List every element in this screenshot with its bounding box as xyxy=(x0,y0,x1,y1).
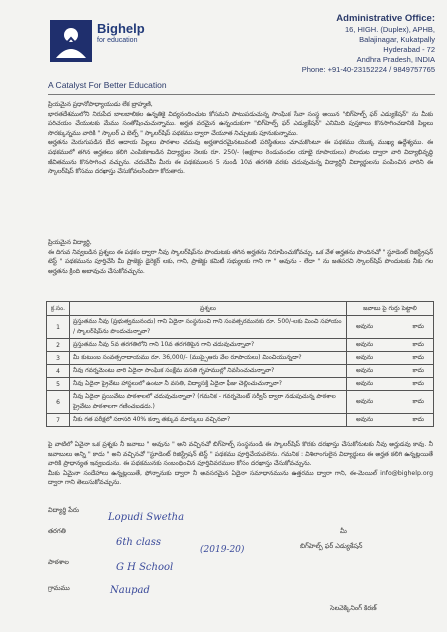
letter-paragraph-1: భారతదేశములోని నిరుపేద బాలబాలికల ఉన్నతికై విద్యనందించుట కోసమని పాటుపడుచున్న సాంఘిక సేవా సంస్థ అయిన "బిగ్‌హెల్ప్ ఫర్ ఎడ్యుకేషన్" ను మీకు పరిచయం చేయుటకు మేము సంతోషించుచున్నాము. అర్హత వరమైన ఉన్నందుకుగా "బిగ్‌హెల్ప్ ఫర్ ఎడ్యుకేషన్" ఎనిమిది పుస్తకాలు కొనసాగించడానికి పిల్లలు సొరక్కున్నము వారికి " స్కాలర్ ఎ బెల్ప్ " స్కాలర్‌షిప్ పథకము ద్వారా చేయూత నిచ్చుటకు పూనుకున్నాము. xyxy=(48,110,433,137)
row-answer xyxy=(347,365,434,378)
bighelp-logo-icon xyxy=(48,18,94,64)
letter-section-1 xyxy=(48,100,433,177)
header-divider xyxy=(48,94,435,95)
label-village: గ్రామము xyxy=(48,584,70,592)
yes-option[interactable]: అవును xyxy=(356,341,374,348)
handwritten-student-name: Lopudi Swetha xyxy=(108,512,185,523)
brand-subtitle: for education xyxy=(97,37,138,44)
table-row xyxy=(47,414,434,427)
no-option[interactable]: కాదు xyxy=(412,323,424,330)
row-answer xyxy=(347,378,434,391)
row-answer xyxy=(347,414,434,427)
brand-name: Bighelp xyxy=(97,21,145,36)
table-row xyxy=(47,352,434,365)
row-question: మీ కుటుంబ సంవత్సరాదాయము రూ. 36,000/- (ముప్పైఆరు వేల రూపాయలు) మించియున్నదా? xyxy=(70,352,347,365)
row-answer xyxy=(347,339,434,352)
table-row xyxy=(47,391,434,414)
row-number: 4 xyxy=(47,365,70,378)
yes-option[interactable]: అవును xyxy=(356,416,374,423)
label-school: పాఠశాల xyxy=(48,558,69,566)
row-number: 6 xyxy=(47,391,70,414)
row-question: నీవు ఏదైనా ప్రయివేటు పాఠశాలలో చదువుచున్నావా? (గమనిక - గవర్నమెంట్ సర్వీస్ ద్వారా నడుపుచున్న పాఠశాల ప్రైవేటు పాఠశాలగా గణించబడదు.) xyxy=(70,391,347,414)
row-question: నీకు గత పరీక్షలో సరాసరి 40% కన్నా తక్కువ మార్కులు వచ్చినవా? xyxy=(70,414,347,427)
col-number-header: క్ర.సం. xyxy=(47,302,70,316)
yes-option[interactable]: అవును xyxy=(356,380,374,387)
row-answer xyxy=(347,316,434,339)
letter-section-2 xyxy=(48,238,433,276)
yes-option[interactable]: అవును xyxy=(356,354,374,361)
office-line3: Hyderabad - 72 xyxy=(383,45,435,54)
row-question: ప్రస్తుతము నీవు (ప్రభుత్వమునందు) గాని ఏదైనా సంస్థనుంచి గాని సంవత్సరమునకు రూ. 500/-లకు మించి సహాయం / స్కాలర్‌షిప్‌ను పొందుచున్నావా? xyxy=(70,316,347,339)
eligibility-table xyxy=(46,301,434,427)
table-row xyxy=(47,339,434,352)
letter-paragraph-4: పై వాటిలో ఏవైనా ఒక ప్రశ్నకు నీ జవాబు " అవును " అని వచ్చినచో బిగ్‌హెల్ప్ సంస్థనుండి ఈ స్కాలర్‌షిప్ కొరకు దరఖాస్తు చేసుకోనుటకు నీవు అర్హుడవు కావు. నీ జవాబులు అన్ని " కాదు " అని వచ్చినచో "స్టూడెంట్ రిజిస్ట్రేషన్ టెస్ట్ " పథకము పూర్తిచేయవలెను. గమనిక : విశిలాంగులైన విద్యార్థులు ఈ అర్హత కలిగి ఉన్నట్లయితే వారికి ప్రాధాన్యత ఇవ్వబడును. ఈ పథకమునకు సంబంధించిన పూర్తివివరముల కోసం దరఖాస్తు చేసుకోవచ్చును. xyxy=(48,441,433,468)
label-class: తరగతి xyxy=(48,527,66,535)
yes-option[interactable]: అవును xyxy=(356,323,374,330)
salutation-student: ప్రియమైన విద్యార్థి, xyxy=(48,239,92,246)
yes-option[interactable]: అవును xyxy=(356,398,374,405)
table-header-row xyxy=(47,302,434,316)
no-option[interactable]: కాదు xyxy=(412,354,424,361)
col-answer-header: జవాబు పై గుర్తు పెట్టాలి xyxy=(347,302,434,316)
no-option[interactable]: కాదు xyxy=(412,398,424,405)
row-number: 2 xyxy=(47,339,70,352)
letter-paragraph-2: అర్హతను మెరుగుపడిన బేద ఆదాయ పిల్లలు పాఠశాల చదువు అర్హతాదరమైనటువంటి పరిస్థితులు చూచుకొంటూ ఈ పథకము యొక్క ముఖ్య ఉద్దేశ్యము. ఈ పథకములో తగిన అర్హతలు కలిగి ఎంపికకాబడిన విద్యార్థుల నెలకు రూ. 250/- (అక్షరాల రెండువందల యాభై రూపాయలు) పొందుట ద్వారా వారి విద్యాభివృద్ధి జీవితమును కొనసాగించ వచ్చును. చదువేమీ మీరు ఈ పథకములన 5 నుండి 10వ తరగతి వరకు చదువుచున్న విద్యార్థినీ విద్యార్థులను పంపించిన వారిని ఈ స్కాలర్‌షిప్ కోసము దరఖాస్తు చేసుకోవలసిందిగా కోరుతారు. xyxy=(48,139,433,176)
row-answer xyxy=(347,391,434,414)
label-student-name: విద్యార్థి పేరు xyxy=(48,506,80,514)
no-option[interactable]: కాదు xyxy=(412,380,424,387)
table-row xyxy=(47,378,434,391)
office-address xyxy=(302,14,435,75)
tagline: A Catalyst For Better Education xyxy=(48,80,167,90)
table-row xyxy=(47,316,434,339)
row-number: 5 xyxy=(47,378,70,391)
table-row xyxy=(47,365,434,378)
handwritten-village: Naupad xyxy=(110,585,150,596)
letter-paragraph-5: మీకు ఏమైనా సందేహాలు ఉన్నట్లయితే, ఫోన్నానుకు ద్వారా నీ అవసరమైన ఏదైనా సమాధానమును ఉత్తరము ద్వారా గాని, ఈ-మెయిల్ info@bighelp.org ద్వారా గాని తెలుసుకోవచ్చును. xyxy=(48,469,433,487)
row-question: నీవు గవర్నమెంటు వారి ఏదైనా సాంఘిక సంక్షేమ వసతి గృహముల్లో నివసించుచున్నావా? xyxy=(70,365,347,378)
office-line4: Andhra Pradesh, INDIA xyxy=(356,55,435,64)
yes-option[interactable]: అవును xyxy=(356,367,374,374)
handwritten-class: 6th class xyxy=(116,537,162,548)
office-title: Administrative Office: xyxy=(336,13,435,24)
signoff-name: సెలవెక్కినింగ్ కిరణ్ xyxy=(330,604,377,612)
row-question: ప్రస్తుతము నీవు 5వ తరగతిలోని గాని 10వ తరగతిపైన గాని చదువుచున్నావా? xyxy=(70,339,347,352)
handwritten-year: (2019-20) xyxy=(200,545,245,555)
office-line2: Balajinagar, Kukatpally xyxy=(359,35,435,44)
row-number: 7 xyxy=(47,414,70,427)
letter-section-3 xyxy=(48,440,433,488)
row-answer xyxy=(347,352,434,365)
no-option[interactable]: కాదు xyxy=(412,416,424,423)
brand xyxy=(97,22,145,45)
row-number: 3 xyxy=(47,352,70,365)
col-question-header: ప్రశ్నలు xyxy=(70,302,347,316)
handwritten-school: G H School xyxy=(116,562,174,573)
office-phone: Phone: +91-40-23152224 / 9849757765 xyxy=(301,65,435,74)
no-option[interactable]: కాదు xyxy=(412,341,424,348)
no-option[interactable]: కాదు xyxy=(412,367,424,374)
salutation-principal: ప్రియమైన ప్రధానోపాధ్యాయుడు లేక బ్రాహ్మణి, xyxy=(48,101,153,108)
signoff-yours: మీ xyxy=(340,527,347,535)
letter-paragraph-3: ఈ దిగువ నివ్వబడిన ప్రశ్నలు ఈ పథకం ద్వారా నీవు స్కాలర్‌షిప్‌ను పొందుటకు తగిన అర్హతను నిరూపించుకోవచ్చు. ఒక వేళ అర్హతను పొందినచో " స్టూడెంట్ రిజిస్ట్రేషన్ టెస్ట్ " పథకమును పూర్తిచేసి మీ ప్రాజెక్టు డైరెక్టర్ లకు, గాని, ప్రాజెక్టు కమిటీ సభ్యులకు గాని గా " అవును - లేదా " ను జతపరచి స్కాలర్‌షిప్ పొందుటకు నీకు గల అర్హతను క్రింది అబావుచు చేసుకోవచ్చును. xyxy=(48,248,433,275)
row-number: 1 xyxy=(47,316,70,339)
row-question: నీవు ఏదైనా ప్రైవేటు హాస్టలులో ఉంటూ నీ వసతి, విద్యాసక్తి ఏదైనా ఫీజు చెల్లించుచున్నావా? xyxy=(70,378,347,391)
signoff-organization: బిగ్‌హెల్ప్ ఫర్ ఎడ్యుకేషన్ xyxy=(300,542,363,550)
office-line1: 16, HIGH. (Duplex), APHB, xyxy=(344,25,435,34)
